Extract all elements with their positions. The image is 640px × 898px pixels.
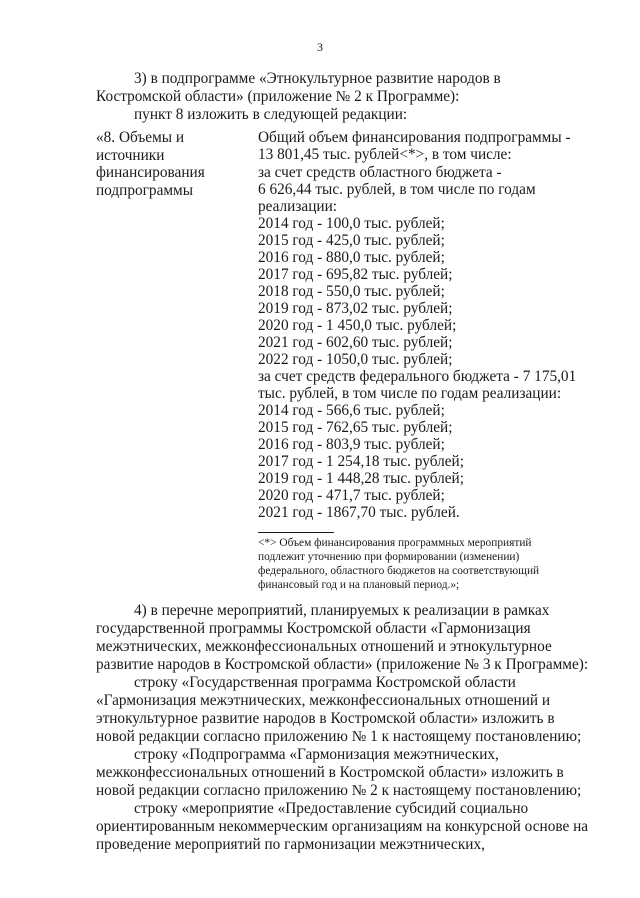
- intro-line-3: пункт 8 изложить в следующей редакции:: [134, 106, 408, 123]
- table-left-line-2: источники: [96, 147, 165, 164]
- table-right-line-18: 2015 год - 762,65 тыс. рублей;: [258, 419, 453, 436]
- body-line-12: строку «мероприятие «Предоставление субсидий социально: [134, 800, 529, 817]
- table-left-line-1: «8. Объемы и: [96, 129, 185, 146]
- body-line-5: строку «Государственная программа Костромской области: [134, 674, 516, 691]
- table-right-line-6: 2014 год - 100,0 тыс. рублей;: [258, 215, 445, 232]
- table-right-line-10: 2018 год - 550,0 тыс. рублей;: [258, 283, 445, 300]
- table-right-line-1: Общий объем финансирования подпрограммы -: [258, 129, 571, 146]
- table-right-line-20: 2017 год - 1 254,18 тыс. рублей;: [258, 453, 464, 470]
- body-line-6: «Гармонизация межэтнических, межконфессиональных отношений и: [96, 692, 551, 709]
- table-right-line-5: реализации:: [258, 198, 338, 215]
- body-line-10: межконфессиональных отношений в Костромской области» изложить в: [96, 764, 564, 781]
- table-right-line-16: тыс. рублей, в том числе по годам реализации:: [258, 385, 562, 402]
- table-right-line-14: 2022 год - 1050,0 тыс. рублей;: [258, 351, 453, 368]
- table-right-line-13: 2021 год - 602,60 тыс. рублей;: [258, 334, 453, 351]
- page-number: 3: [317, 40, 323, 54]
- table-right-line-21: 2019 год - 1 448,28 тыс. рублей;: [258, 470, 464, 487]
- table-right-line-12: 2020 год - 1 450,0 тыс. рублей;: [258, 317, 457, 334]
- table-right-line-8: 2016 год - 880,0 тыс. рублей;: [258, 249, 445, 266]
- body-line-13: ориентированным некоммерческим организациям на конкурсной основе на: [96, 818, 589, 835]
- intro-line-1: 3) в подпрограмме «Этнокультурное развитие народов в: [134, 70, 501, 87]
- body-line-2: государственной программы Костромской области «Гармонизация: [96, 620, 531, 637]
- table-right-line-11: 2019 год - 873,02 тыс. рублей;: [258, 300, 453, 317]
- body-line-3: межэтнических, межконфессиональных отношений и этнокультурное: [96, 638, 552, 655]
- footnote-line-2: подлежит уточнению при формировании (изменении): [258, 551, 520, 563]
- footnote-line-4: финансовый год и на плановый период.»;: [258, 579, 460, 591]
- table-right-line-9: 2017 год - 695,82 тыс. рублей;: [258, 266, 453, 283]
- footnote-line-3: федерального, областного бюджетов на соответствующий: [258, 565, 540, 577]
- table-right-line-4: 6 626,44 тыс. рублей, в том числе по годам: [258, 181, 536, 198]
- footnote-line-1: <*> Объем финансирования программных мероприятий: [258, 537, 532, 549]
- body-line-8: новой редакции согласно приложению № 1 к настоящему постановлению;: [96, 728, 582, 745]
- table-left-line-3: финансирования: [96, 164, 205, 181]
- table-right-line-23: 2021 год - 1867,70 тыс. рублей.: [258, 504, 460, 521]
- table-right-line-22: 2020 год - 471,7 тыс. рублей;: [258, 487, 445, 504]
- intro-line-2: Костромской области» (приложение № 2 к Программе):: [96, 88, 460, 105]
- body-line-4: развитие народов в Костромской области» (приложение № 3 к Программе):: [96, 656, 589, 673]
- table-right-line-7: 2015 год - 425,0 тыс. рублей;: [258, 232, 445, 249]
- footnote-rule: [258, 532, 334, 533]
- table-left-line-4: подпрограммы: [96, 182, 194, 199]
- table-right-line-3: за счет средств областного бюджета -: [258, 164, 502, 181]
- body-line-9: строку «Подпрограмма «Гармонизация межэтнических,: [134, 746, 499, 763]
- body-line-14: проведение мероприятий по гармонизации межэтнических,: [96, 836, 485, 853]
- table-right-line-17: 2014 год - 566,6 тыс. рублей;: [258, 402, 445, 419]
- body-line-1: 4) в перечне мероприятий, планируемых к реализации в рамках: [134, 602, 550, 619]
- body-line-7: этнокультурное развитие народов в Костромской области» изложить в: [96, 710, 555, 727]
- table-right-line-2: 13 801,45 тыс. рублей<*>, в том числе:: [258, 146, 512, 163]
- body-line-11: новой редакции согласно приложению № 2 к настоящему постановлению;: [96, 782, 582, 799]
- table-right-line-15: за счет средств федерального бюджета - 7 175,01: [258, 368, 577, 385]
- table-right-line-19: 2016 год - 803,9 тыс. рублей;: [258, 436, 445, 453]
